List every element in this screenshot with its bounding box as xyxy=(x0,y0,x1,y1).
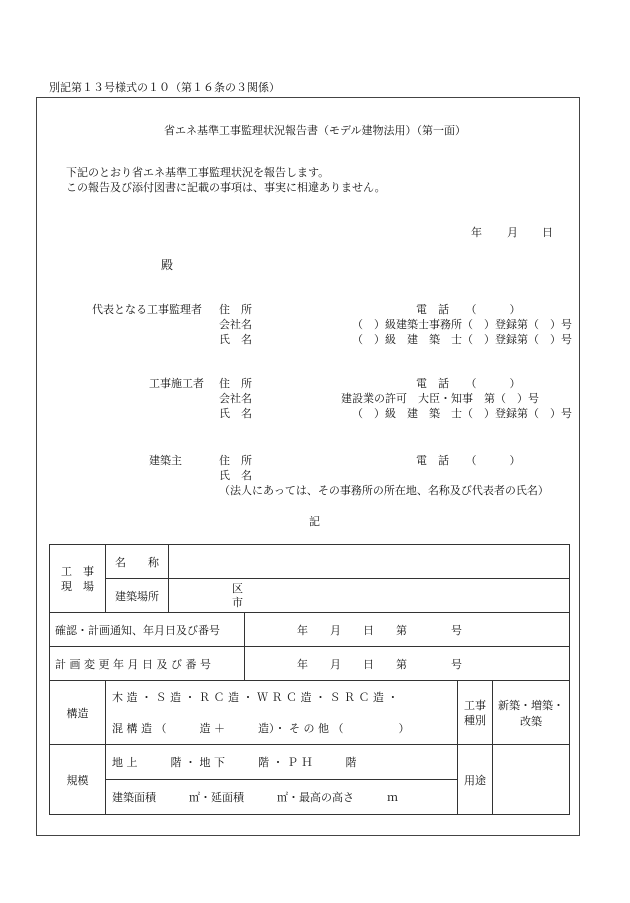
supervisor-phone: 電 話 （ ） xyxy=(416,303,521,316)
name-value xyxy=(169,545,570,579)
form-title: 省エネ基準工事監理状況報告書（モデル建物法用）（第一面） xyxy=(164,124,466,137)
confirm-label: 確認・計画通知、年月日及び番号 xyxy=(50,613,245,647)
intro-line-2: この報告及び添付図書に記載の事項は、事実に相違ありません。 xyxy=(66,181,386,194)
contractor-name-label: 氏 名 xyxy=(219,407,252,420)
supervisor-architect-registration: （ ）級 建 築 士（ ）登録第（ ）号 xyxy=(352,333,572,346)
date-month: 月 xyxy=(507,226,518,239)
location-value xyxy=(169,579,570,613)
confirm-value: 年 月 日 第 号 xyxy=(245,613,570,647)
work-type-label-2: 種別 xyxy=(464,713,486,727)
supervisor-company-label: 会社名 xyxy=(219,318,252,331)
change-value: 年 月 日 第 号 xyxy=(245,647,570,681)
shi-label: 市 xyxy=(232,595,243,609)
ku-label: 区 xyxy=(232,581,243,595)
structure-line-1: 木 造 ・ Ｓ 造 ・ Ｒ Ｃ 造 ・ Ｗ Ｒ Ｃ 造 ・ Ｓ Ｒ Ｃ 造 ・ xyxy=(106,681,458,713)
scale-line-2: 建築面積 ㎡・延面積 ㎡・最高の高さ ｍ xyxy=(106,780,458,815)
change-label: 計 画 変 更 年 月 日 及 び 番 号 xyxy=(50,647,245,681)
owner-address-label: 住 所 xyxy=(219,454,252,467)
site-details-table xyxy=(49,544,570,815)
intro-line-1: 下記のとおり省エネ基準工事監理状況を報告します。 xyxy=(66,166,330,179)
addressee: 殿 xyxy=(161,258,174,272)
supervisor-address-label: 住 所 xyxy=(219,303,252,316)
supervisor-role: 代表となる工事監理者 xyxy=(92,303,202,316)
site-label-2: 現 場 xyxy=(61,579,94,593)
name-label: 名 称 xyxy=(106,545,169,579)
owner-note: （法人にあっては、その事務所の所在地、名称及び代表者の氏名） xyxy=(219,484,549,497)
contractor-role: 工事施工者 xyxy=(149,377,204,390)
structure-label: 構造 xyxy=(50,681,106,745)
work-type-label xyxy=(458,681,493,745)
date-day: 日 xyxy=(542,226,553,239)
supervisor-name-label: 氏 名 xyxy=(219,333,252,346)
ki-heading: 記 xyxy=(309,515,320,528)
scale-line-1: 地 上 階 ・ 地 下 階 ・ Ｐ Ｈ 階 xyxy=(106,745,458,780)
owner-name-label: 氏 名 xyxy=(219,469,252,482)
contractor-phone: 電 話 （ ） xyxy=(416,377,521,390)
contractor-address-label: 住 所 xyxy=(219,377,252,390)
work-type-label-1: 工事 xyxy=(464,698,486,712)
work-type-value: 新築・増築・改築 xyxy=(493,681,570,745)
supervisor-company-registration: （ ）級建築士事務所（ ）登録第（ ）号 xyxy=(352,318,572,331)
site-label xyxy=(50,545,106,613)
contractor-company-label: 会社名 xyxy=(219,392,252,405)
contractor-architect-registration: （ ）級 建 築 士（ ）登録第（ ）号 xyxy=(352,407,572,420)
contractor-license: 建設業の許可 大臣・知事 第（ ）号 xyxy=(341,392,539,405)
site-label-1: 工 事 xyxy=(61,564,94,578)
date-year: 年 xyxy=(471,226,482,239)
use-label: 用途 xyxy=(458,745,493,815)
form-id: 別記第１３号様式の１０（第１６条の３関係） xyxy=(49,81,280,94)
owner-role: 建築主 xyxy=(149,454,182,467)
location-label: 建築場所 xyxy=(106,579,169,613)
structure-line-2: 混 構 造 （ 造 ＋ 造）・ そ の 他 （ ） xyxy=(106,713,458,745)
use-value xyxy=(493,745,570,815)
owner-phone: 電 話 （ ） xyxy=(416,454,521,467)
scale-label: 規模 xyxy=(50,745,106,815)
